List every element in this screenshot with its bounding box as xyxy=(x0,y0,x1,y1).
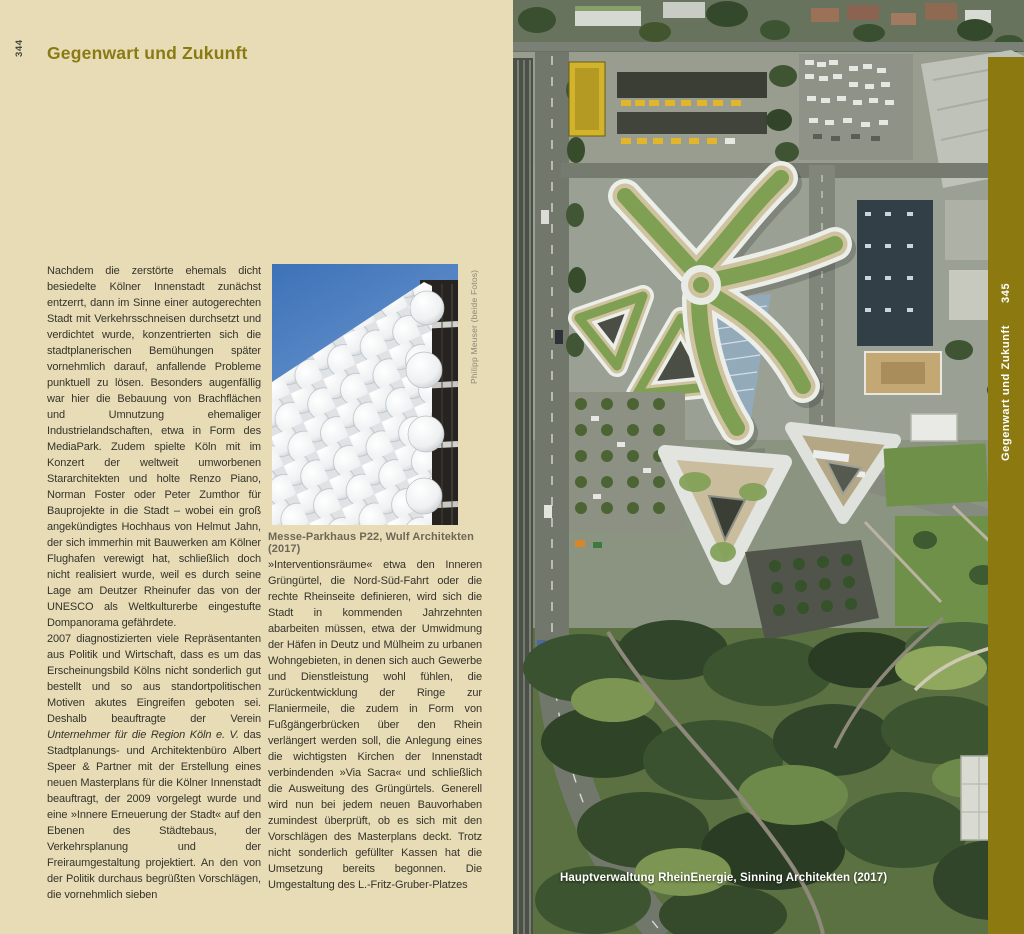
parkhaus-photo-illustration xyxy=(272,264,458,525)
tab-label: Gegenwart und Zukunft xyxy=(1000,324,1012,461)
parkhaus-caption: Messe-Parkhaus P22, Wulf Architekten (2017) xyxy=(268,531,474,555)
page-number-left: 344 xyxy=(14,39,25,57)
text-column-2: »Interventionsräume« etwa den Inneren Grüngürtel, die Nord-Süd-Fahrt oder die rechte Rheinseite definieren, wird sich die Stadt in kommenden Jahrzehnten abarbeiten müssen, etwa der Umwidmung der Häfen in Deutz und Mülheim zu urbanen Wohngebieten, in denen sich auch Gewerbe und Dienstleistung wohl fühlen, die Zurückentwicklung der Ringe zur Flaniermeile, die zudem in Form von Fußgängerbrücken über den Rhein verlängert werden soll, die Anlegung eines die wichtigsten Kirchen der Innenstadt verbindenden »Via Sacra« und schließlich die Ausweitung des Grüngürtels. Generell wird nun bei jedem neuen Bauvorhaben zumindest überprüft, ob es sich mit den Vorschlägen des Masterplans deckt. Trotz nicht sonderlich gefüllter Kassen hat die Umsetzung bereits begonnen. Die Umgestaltung des L.-Fritz-Gruber-Platzes xyxy=(268,559,482,891)
paragraph-2-italic: Unternehmer für die Region Köln e. V. xyxy=(47,729,239,741)
paragraph-1: Nachdem die zerstörte ehemals dicht besiedelte Kölner Innenstadt zunächst entzerrt, dann im Sinne einer autogerechten Stadt mit Verkehrsschneisen durchsetzt und verdichtet wurde, konzentrierten sich die stadtplanerischen Bemühungen später vornehmlich darauf, anfallende Probleme punktuell zu lösen. Besonders augenfällig war hier die Bebauung von Brachflächen und Umnutzung ehemaliger Industrielandschaften, etwa in Form des MediaPark. Zudem spielte Köln mit im Konzert der weltweit umworbenen Stararchitekten und holte Renzo Piano, Norman Foster oder Peter Zumthor für Bauprojekte in die Stadt – wobei ein groß angekündigtes Hochhaus von Helmut Jahn, der sich immerhin mit Bauwerken am Kölner Flughafen verewigt hat, schließlich doch nicht realisiert wurde, weil es durch seine Lage am Deutzer Rheinufer das von der UNESCO als Weltkulturerbe eingestufte Dompanorama gefährdete. xyxy=(47,265,261,629)
page-title: Gegenwart und Zukunft xyxy=(47,42,248,63)
page-number-right: 345 xyxy=(1000,282,1012,303)
paragraph-2b: das Stadtplanungs- und Architektenbüro Albert Speer & Partner mit der Erstellung eines neuen Masterplans für die Kölner Innenstadt beauftragt, der 2009 vorgelegt wurde und eine »Innere Erneuerung der Stadt« auf den Ebenen des Städtebaus, der Verkehrsplanung und der Freiraumgestaltung projektiert. An den von der Politik durchaus begrüßten Vorschlägen, die vornehmlich sieben xyxy=(47,729,261,901)
chapter-tab xyxy=(988,57,1024,934)
paragraph-2a: 2007 diagnostizierten viele Repräsentanten aus Politik und Wirtschaft, dass es um das Erscheinungsbild Kölns nicht sonderlich gut bestellt und so aus standortpolitischen Motiven akutes Eingreifen geboten sei. Deshalb beauftragte der Verein xyxy=(47,633,261,725)
park-area xyxy=(523,618,1024,934)
parking-lot-north xyxy=(799,54,913,160)
parkhaus-photo xyxy=(272,264,458,525)
railway-tracks xyxy=(513,58,533,934)
aerial-photo-illustration xyxy=(513,0,1024,934)
aerial-photo xyxy=(513,0,1024,934)
aerial-caption: Hauptverwaltung RheinEnergie, Sinning Architekten (2017) xyxy=(560,872,888,884)
chapter-tab-text xyxy=(1000,283,1012,461)
photo-credit: Philipp Meuser (beide Fotos) xyxy=(469,269,479,384)
text-column-1 xyxy=(47,263,261,907)
